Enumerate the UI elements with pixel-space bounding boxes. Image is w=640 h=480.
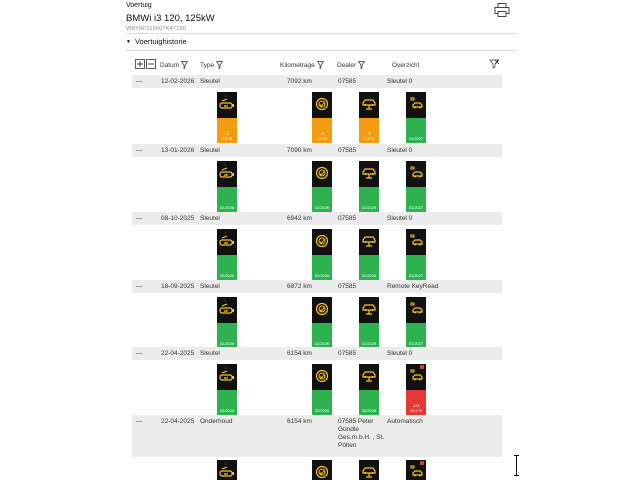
row-type: Sleutel [200, 350, 220, 357]
tile-icon-area [217, 229, 237, 255]
column-km[interactable] [280, 58, 324, 72]
tile-status [217, 323, 237, 348]
collapse-row-icon[interactable]: — [136, 418, 143, 425]
text-cursor [516, 455, 517, 476]
status-tile [217, 92, 237, 143]
filter-icon[interactable] [216, 61, 223, 69]
tile-icon-area [359, 297, 379, 323]
tile-icon-area [406, 460, 426, 480]
tile-icon-area [406, 92, 426, 118]
row-date: 18-09-2025 [161, 283, 195, 290]
tile-value: 02/2026 [314, 408, 330, 413]
divider [126, 50, 518, 51]
row-km: 6872 km [287, 283, 312, 290]
dots-icon: ⁞ [225, 365, 227, 370]
divider [126, 33, 518, 34]
column-dealer-label: Dealer [337, 61, 357, 69]
column-overview [392, 58, 419, 72]
column-type[interactable] [200, 58, 223, 72]
tile-value: 02/2026 [314, 273, 330, 278]
tile-status [359, 187, 379, 212]
status-tile [217, 364, 237, 415]
history-toggle[interactable] [126, 37, 187, 46]
table-row[interactable] [132, 144, 502, 157]
row-overview: Sleutel 0 [387, 147, 413, 154]
collapse-all-icon[interactable] [146, 59, 156, 69]
tile-value: 15.2 % [409, 408, 423, 413]
row-km: 6942 km [287, 215, 312, 222]
collapse-row-icon[interactable]: — [136, 283, 143, 290]
tile-value: 1.2 % [363, 136, 375, 141]
tile-icon-area [217, 161, 237, 187]
status-tile [406, 92, 426, 143]
row-dealer: 07585 [338, 147, 357, 154]
dots-icon: ⁞ [225, 298, 227, 303]
tile-status [217, 255, 237, 280]
status-tile [312, 161, 332, 212]
tile-status [312, 390, 332, 415]
tile-icon-area [406, 229, 426, 255]
tile-status [406, 118, 426, 143]
tile-icon-area [312, 297, 332, 323]
tile-status [312, 255, 332, 280]
table-row[interactable] [132, 415, 502, 457]
row-km: 6154 km [287, 418, 312, 425]
row-date: 22-04-2025 [161, 418, 195, 425]
tile-value: 1.2 % [221, 136, 233, 141]
row-type: Sleutel [200, 78, 220, 85]
tile-value: -3 [225, 131, 229, 136]
alert-icon [420, 461, 424, 465]
tile-value: 02/2026 [219, 408, 235, 413]
table-row[interactable] [132, 347, 502, 360]
table-row[interactable] [132, 212, 502, 225]
alert-icon [420, 365, 424, 369]
row-type: Sleutel [200, 283, 220, 290]
clear-filter-icon[interactable] [489, 59, 499, 69]
status-tile [359, 460, 379, 480]
status-tile [217, 161, 237, 212]
tile-icon-area [406, 297, 426, 323]
tile-status [406, 390, 426, 415]
caret-down-icon: ▼ [126, 38, 131, 45]
row-dealer: 07585 [338, 215, 357, 222]
tile-icon-area [217, 297, 237, 323]
status-tile [359, 364, 379, 415]
tile-value: 02/2026 [361, 341, 377, 346]
column-date-label: Datum [160, 61, 180, 69]
status-tile [312, 297, 332, 348]
row-km: 7090 km [287, 147, 312, 154]
table-row[interactable] [132, 75, 502, 88]
filter-icon[interactable] [181, 61, 188, 69]
status-tile [217, 460, 237, 480]
tile-value: -3 [320, 131, 324, 136]
tile-icon-area [359, 161, 379, 187]
column-km-label: Kilometrage [280, 61, 315, 69]
tile-icon-area [217, 92, 237, 118]
tile-value: 02/2026 [314, 341, 330, 346]
status-tile [406, 364, 426, 415]
dots-icon: ⁞ [225, 461, 227, 466]
tile-icon-area [312, 92, 332, 118]
tile-status [217, 187, 237, 212]
status-tile [406, 161, 426, 212]
tile-status [312, 118, 332, 143]
row-dealer: 07585 [338, 283, 357, 290]
tile-icon-area [359, 364, 379, 390]
history-label: Voertuighistorie [134, 37, 187, 46]
tile-icon-area [312, 460, 332, 480]
expand-all-icon[interactable] [135, 59, 145, 69]
tile-icon-area [312, 161, 332, 187]
row-km: 6154 km [287, 350, 312, 357]
section-label: Voertuig [126, 2, 152, 9]
dots-icon: ⁞ [225, 162, 227, 167]
row-type: Sleutel [200, 147, 220, 154]
tile-status [312, 323, 332, 348]
row-date: 22-04-2025 [161, 350, 195, 357]
status-tile [406, 297, 426, 348]
table-row[interactable] [132, 280, 502, 293]
filter-icon[interactable] [358, 61, 365, 69]
tile-status [217, 118, 237, 143]
column-dealer[interactable] [337, 58, 365, 72]
collapse-row-icon[interactable]: — [136, 215, 143, 222]
row-type: Onderhoud [200, 418, 233, 425]
tile-value: 1.2 % [316, 136, 328, 141]
row-km: 7092 km [287, 78, 312, 85]
row-type: Sleutel [200, 215, 220, 222]
tile-value: 01/2027 [408, 273, 424, 278]
tile-status [217, 390, 237, 415]
status-tile [217, 229, 237, 280]
tile-status [359, 255, 379, 280]
tile-icon-area [217, 364, 237, 390]
tile-icon-area [359, 229, 379, 255]
filter-icon[interactable] [317, 61, 324, 69]
row-date: 08-10-2025 [161, 215, 195, 222]
tile-value: 01/2027 [408, 205, 424, 210]
tile-icon-area [406, 364, 426, 390]
row-date: 12-02-2026 [161, 78, 195, 85]
tile-icon-area [359, 92, 379, 118]
row-dealer: 07585 [338, 350, 357, 357]
status-tile [406, 460, 426, 480]
tile-status [406, 323, 426, 348]
tile-value: 02/2026 [361, 205, 377, 210]
column-type-label: Type [200, 61, 215, 69]
tile-value: 02/2026 [361, 408, 377, 413]
tile-status [312, 187, 332, 212]
tile-icon-area [312, 364, 332, 390]
vehicle-vin: WBY8P210507K47190 [126, 26, 186, 32]
collapse-row-icon[interactable]: — [136, 147, 143, 154]
tile-icon-area [312, 229, 332, 255]
status-tile [312, 364, 332, 415]
collapse-row-icon[interactable]: — [136, 78, 143, 85]
tile-value: 02/2026 [314, 205, 330, 210]
row-overview: Automatisch [387, 418, 423, 425]
row-dealer: 07585 [338, 78, 357, 85]
tile-value: 01/2027 [408, 136, 424, 141]
status-tile [312, 92, 332, 143]
tile-status [359, 118, 379, 143]
tile-status [406, 255, 426, 280]
tile-icon-area [359, 460, 379, 480]
tile-value: -3 [367, 131, 371, 136]
row-overview: Sleutel 0 [387, 215, 413, 222]
row-dealer: 07585 Peter Gündle Ges.m.b.H. , St. Pölten [338, 418, 385, 449]
column-date[interactable] [160, 58, 188, 72]
tile-status [406, 187, 426, 212]
row-date: 13-01-2026 [161, 147, 195, 154]
status-tile [359, 229, 379, 280]
tile-status [359, 390, 379, 415]
row-overview: Remote KeyRead [387, 283, 439, 290]
tile-value: -111 [412, 403, 420, 408]
tile-value: 02/2026 [219, 341, 235, 346]
tile-value: 01/2027 [408, 341, 424, 346]
vehicle-title: BMWi i3 120, 125kW [126, 13, 215, 24]
vehicle-header [126, 2, 215, 32]
status-tile [217, 297, 237, 348]
printer-icon[interactable] [494, 3, 510, 17]
status-tile [359, 161, 379, 212]
tile-value: 02/2026 [219, 273, 235, 278]
status-tile [359, 92, 379, 143]
status-tile [312, 460, 332, 480]
tile-icon-area [406, 161, 426, 187]
tile-status [359, 323, 379, 348]
status-tile [359, 297, 379, 348]
status-tile [406, 229, 426, 280]
status-tile [312, 229, 332, 280]
row-overview: Sleutel 0 [387, 78, 413, 85]
dots-icon: ⁞ [225, 93, 227, 98]
dots-icon: ⁞ [225, 230, 227, 235]
collapse-row-icon[interactable]: — [136, 350, 143, 357]
column-overview-label: Overzicht [392, 61, 420, 69]
tile-icon-area [217, 460, 237, 480]
row-overview: Sleutel 0 [387, 350, 413, 357]
tile-value: 02/2026 [361, 273, 377, 278]
tile-value: 02/2026 [219, 205, 235, 210]
